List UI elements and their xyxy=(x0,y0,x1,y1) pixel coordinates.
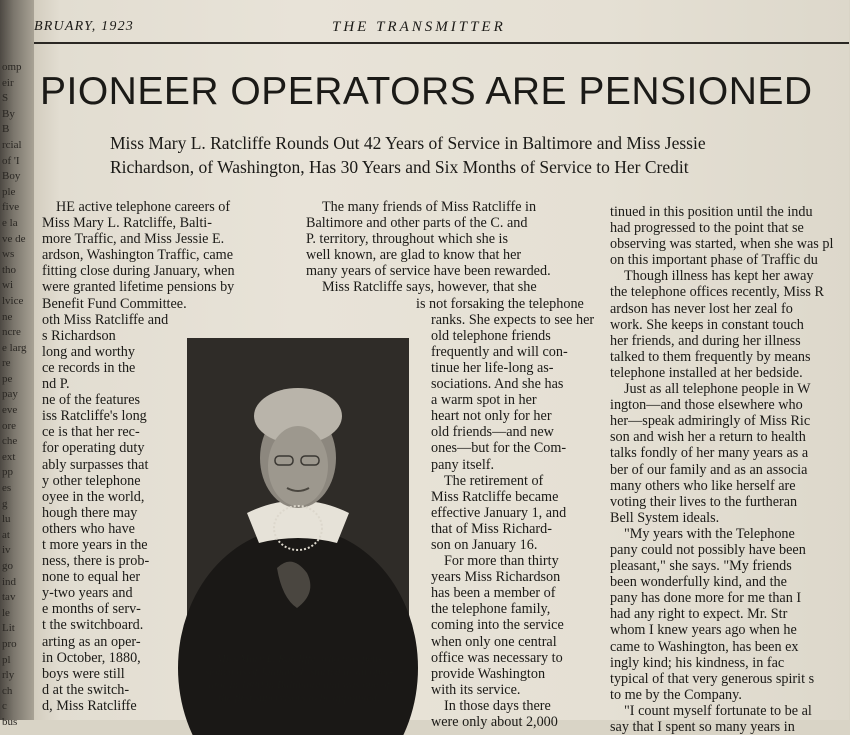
text-line: well known, are glad to know that her xyxy=(306,247,522,264)
previous-page-fragment: of 'I xyxy=(2,154,20,167)
article-subtitle xyxy=(110,131,850,179)
text-line: ardson has never lost her zeal fo xyxy=(610,300,793,317)
text-line: tinued in this position until the indu xyxy=(610,204,813,220)
text-line: son on January 16. xyxy=(431,536,538,553)
text-line: a warm spot in her xyxy=(431,392,537,409)
text-line: y-two years and xyxy=(42,585,133,602)
text-line: others who have xyxy=(42,520,135,537)
text-line: e months of serv- xyxy=(42,601,141,618)
caption-line: sioned as of January 1, started as an oper- xyxy=(204,666,394,678)
previous-page-fragment: ws xyxy=(2,248,15,261)
text-line: with its service. xyxy=(431,681,521,698)
text-line: her friends, and during her illness xyxy=(610,332,801,349)
text-line: Miss Mary L. Ratcliffe, Balti- xyxy=(42,215,212,232)
previous-page-fragment: e la xyxy=(2,216,18,229)
previous-page-fragment: By xyxy=(2,107,15,120)
text-line: when only one central xyxy=(431,633,557,650)
caption-line: Miss Mary L. Ratcliffe, who was pen- xyxy=(216,653,382,665)
text-line: were granted lifetime pensions by xyxy=(42,279,235,296)
text-line: ably surpasses that xyxy=(42,456,149,473)
text-line: the telephone family, xyxy=(431,601,551,618)
text-line: Baltimore and other parts of the C. and xyxy=(306,215,528,232)
previous-page-fragment: lu xyxy=(2,513,11,526)
text-line: coming into the service xyxy=(431,617,564,634)
previous-page-fragment: iv xyxy=(2,544,11,557)
text-line: ardson, Washington Traffic, came xyxy=(42,247,234,264)
text-line: telephone installed at her bedside. xyxy=(610,364,803,381)
text-line: that of Miss Richard- xyxy=(431,520,552,537)
text-line: say that I spent so many years in xyxy=(610,719,795,735)
text-line: oyee in the world, xyxy=(42,488,145,505)
text-line: on this important phase of Traffic du xyxy=(610,252,818,269)
text-line: "My years with the Telephone xyxy=(624,525,795,542)
text-line: had progressed to the point that se xyxy=(610,220,804,237)
header-rule xyxy=(34,42,849,44)
text-line: many years of service have been rewarded. xyxy=(306,263,551,280)
article-column-3 xyxy=(610,204,849,735)
text-line: more Traffic, and Miss Jessie E. xyxy=(42,231,225,248)
text-line: heart not only for her xyxy=(431,408,552,425)
previous-page-fragment: Boy xyxy=(2,170,21,183)
previous-page-fragment: five xyxy=(2,201,20,214)
text-line: Benefit Fund Committee. xyxy=(42,295,187,312)
previous-page-fragment: S xyxy=(2,92,9,105)
text-line: pleasant," she says. "My friends xyxy=(610,558,792,575)
portrait-image xyxy=(187,338,409,643)
text-line: hough there may xyxy=(42,504,138,521)
previous-page-fragment: pay xyxy=(2,388,18,401)
previous-page-fragment: bus xyxy=(2,715,18,728)
text-line: came to Washington, has been ex xyxy=(610,638,799,655)
previous-page-fragment: le xyxy=(2,606,10,619)
text-line: work. She keeps in constant touch xyxy=(610,316,804,333)
text-line: had any right to expect. Mr. Str xyxy=(610,606,788,623)
text-line: the telephone offices recently, Miss R xyxy=(610,284,824,301)
text-line: ce is that her rec- xyxy=(42,424,140,441)
previous-page-fragment: ve de xyxy=(2,232,26,245)
previous-page-column xyxy=(2,60,32,731)
text-line: for operating duty xyxy=(42,440,145,457)
text-line: oth Miss Ratcliffe and xyxy=(42,311,169,328)
text-line: Bell System ideals. xyxy=(610,509,720,526)
text-line: tinue her life-long as- xyxy=(431,359,554,376)
text-line: has been a member of xyxy=(431,585,556,602)
text-line: t the switchboard. xyxy=(42,617,144,634)
text-line: fitting close during January, when xyxy=(42,263,235,280)
article-title: PIONEER OPERATORS ARE PENSIONED xyxy=(40,70,813,113)
previous-page-fragment: ch xyxy=(2,684,13,697)
text-line: been wonderfully kind, and the xyxy=(610,574,787,591)
previous-page-fragment: ple xyxy=(2,185,16,198)
text-line: provide Washington xyxy=(431,665,546,682)
previous-page-fragment: eir xyxy=(2,76,14,89)
text-line: sociations. And she has xyxy=(431,376,564,393)
previous-page-fragment: ext xyxy=(2,450,16,463)
text-line: office was necessary to xyxy=(431,649,563,666)
previous-page-fragment: go xyxy=(2,560,13,572)
text-line: s Richardson xyxy=(42,327,116,344)
text-line: talks fondly of her many years as a xyxy=(610,445,809,462)
previous-page-fragment: tho xyxy=(2,263,17,276)
running-header xyxy=(34,16,849,42)
text-line: long and worthy xyxy=(42,343,135,360)
text-line: ce records in the xyxy=(42,359,136,376)
text-line: iss Ratcliffe's long xyxy=(42,408,147,425)
text-line: her—speak admiringly of Miss Ric xyxy=(610,413,811,430)
text-line: old friends—and new xyxy=(431,424,554,441)
previous-page-fragment: at xyxy=(2,528,10,541)
caption-line: ator in 1880 in Baltimore and was one of xyxy=(208,679,390,691)
publication-name: THE TRANSMITTER xyxy=(332,19,506,35)
text-line: many others who like herself are xyxy=(610,477,796,494)
previous-page-fragment: omp xyxy=(2,61,22,73)
previous-page-fragment: c xyxy=(2,700,7,713)
previous-page-fragment: che xyxy=(2,435,18,448)
previous-page-fragment: ncre xyxy=(2,326,21,339)
text-line: voting their lives to the furtheran xyxy=(610,493,798,510)
text-line: d at the switch- xyxy=(42,681,130,698)
text-line: to me by the Company. xyxy=(610,686,742,703)
text-line: Miss Ratcliffe says, however, that she xyxy=(322,279,537,296)
text-line: y other telephone xyxy=(42,472,141,489)
previous-page-fragment: es xyxy=(2,482,12,495)
text-line: frequently and will con- xyxy=(431,343,568,360)
previous-page-fragment: ne xyxy=(2,310,13,323)
text-line: old telephone friends xyxy=(431,327,551,344)
text-line: d, Miss Ratcliffe xyxy=(42,697,137,714)
previous-page-fragment: ore xyxy=(2,419,17,432)
text-line: observing was started, when she was pl xyxy=(610,236,834,253)
text-line: talked to them frequently by means xyxy=(610,348,811,365)
previous-page-fragment: lvice xyxy=(2,294,24,307)
text-line: is not forsaking the telephone xyxy=(416,295,584,312)
previous-page-fragment: pe xyxy=(2,372,13,385)
text-line: years Miss Richardson xyxy=(431,569,561,586)
text-line: pany itself. xyxy=(431,456,495,473)
text-line: The retirement of xyxy=(444,472,544,489)
text-line: son and wish her a return to health xyxy=(610,429,806,446)
text-line: ingly kind; his kindness, in fac xyxy=(610,654,785,671)
text-line: "I count myself fortunate to be al xyxy=(624,702,812,719)
text-line: Though illness has kept her away xyxy=(624,268,814,285)
text-line: ber of our family and as an associa xyxy=(610,461,808,478)
text-line: effective January 1, and xyxy=(431,504,567,521)
previous-page-fragment: pro xyxy=(2,637,17,650)
previous-page-fragment: Lit xyxy=(2,622,15,635)
text-line: For more than thirty xyxy=(444,553,559,570)
text-line: ington—and those elsewhere who xyxy=(610,397,803,414)
text-line: ranks. She expects to see her xyxy=(431,311,595,328)
text-line: boys were still xyxy=(42,665,125,682)
previous-page-fragment: re xyxy=(2,357,11,370)
portrait-photo xyxy=(187,338,409,643)
text-line: In those days there xyxy=(444,697,551,714)
previous-page-fragment: rly xyxy=(2,669,15,682)
text-line: HE active telephone careers of xyxy=(56,199,231,215)
subtitle-line: Miss Mary L. Ratcliffe Rounds Out 42 Years of Service in Baltimore and Miss Jessie xyxy=(110,133,706,153)
text-line: ne of the features xyxy=(42,392,141,409)
text-line: pany could not possibly have been xyxy=(610,541,806,558)
text-line: t more years in the xyxy=(42,536,148,553)
text-line: none to equal her xyxy=(42,569,141,586)
previous-page-fragment: g xyxy=(2,497,8,510)
text-line: whom I knew years ago when he xyxy=(610,622,797,639)
text-line: Just as all telephone people in W xyxy=(624,381,811,398)
text-line: pany has done more for me than I xyxy=(610,590,802,607)
issue-date: BRUARY, 1923 xyxy=(34,19,134,34)
previous-page-fragment: wi xyxy=(2,279,13,292)
text-line: arting as an oper- xyxy=(42,633,141,650)
text-line: typical of that very generous spirit s xyxy=(610,670,815,687)
previous-page-fragment: e larg xyxy=(2,341,27,354)
previous-page-fragment: eve xyxy=(2,404,18,417)
text-line: in October, 1880, xyxy=(42,649,141,666)
text-line: ness, there is prob- xyxy=(42,553,150,570)
text-line: were only about 2,000 xyxy=(431,714,558,730)
text-line: ones—but for the Com- xyxy=(431,440,567,457)
previous-page-fragment: tav xyxy=(2,591,16,604)
previous-page-fragment: B xyxy=(2,123,10,136)
previous-page-fragment: rcial xyxy=(2,138,22,151)
text-line: P. territory, throughout which she is xyxy=(306,231,509,248)
photo-caption xyxy=(190,653,408,705)
previous-page-fragment: pl xyxy=(2,653,11,666)
previous-page-fragment: pp xyxy=(2,466,13,479)
subtitle-line: Richardson, of Washington, Has 30 Years and Six Months of Service to Her Credit xyxy=(110,157,689,177)
text-line: nd P. xyxy=(42,376,70,393)
text-line: The many friends of Miss Ratcliffe in xyxy=(322,199,537,215)
previous-page-fragment: ind xyxy=(2,575,17,588)
text-line: Miss Ratcliffe became xyxy=(431,488,559,505)
caption-line: the first supervisors to be appointed. xyxy=(218,692,380,704)
